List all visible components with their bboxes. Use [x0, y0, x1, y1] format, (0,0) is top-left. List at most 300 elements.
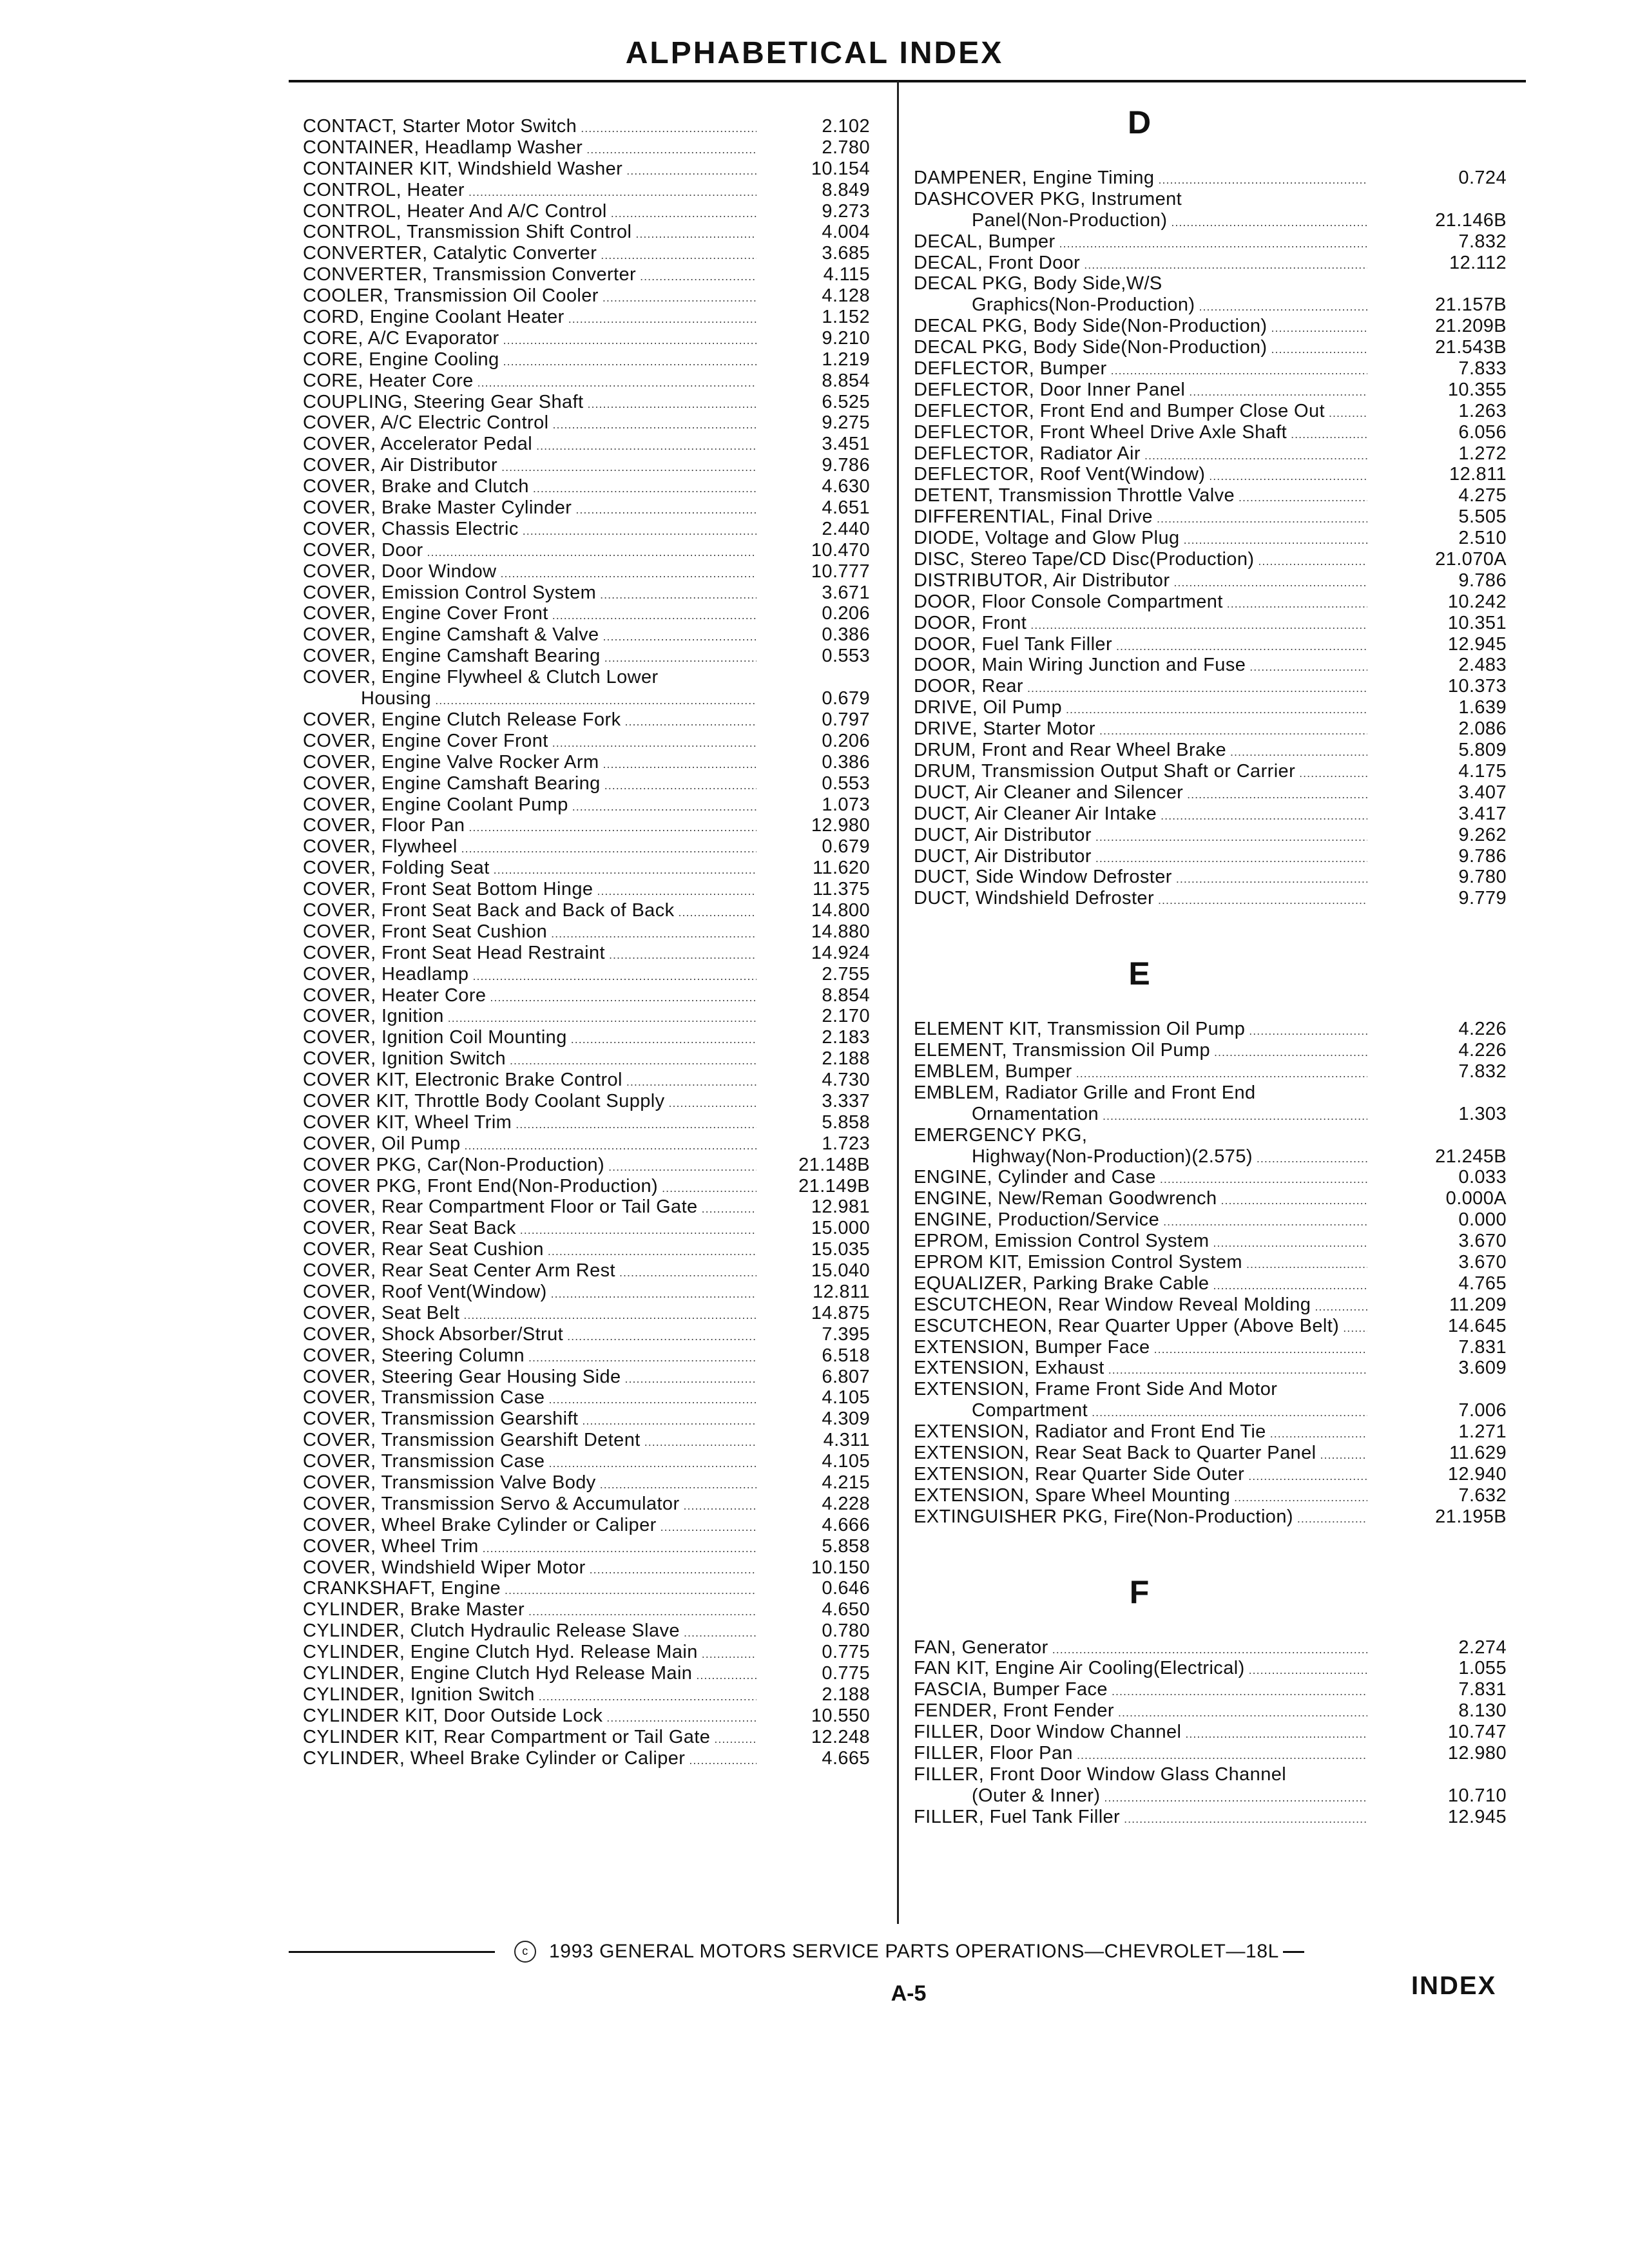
page-number: A-5	[891, 1981, 927, 2006]
leader-dots	[1176, 867, 1367, 890]
entry-page: 21.070A	[1435, 549, 1507, 570]
entry-name-box	[303, 1367, 760, 1390]
leader-dots	[575, 497, 757, 521]
entry-page: 10.154	[811, 158, 870, 179]
entry-name: Housing	[361, 688, 432, 709]
entry-name: Compartment	[972, 1400, 1088, 1421]
leader-dots	[1320, 1443, 1367, 1466]
index-entry	[914, 273, 1507, 294]
entry-name-box	[914, 825, 1371, 848]
entry-name: COVER KIT, Wheel Trim	[303, 1111, 512, 1133]
leader-dots	[1066, 697, 1367, 720]
leader-dots	[552, 731, 757, 754]
entry-name-box	[303, 1006, 760, 1029]
leader-dots	[1059, 231, 1367, 255]
index-entry	[303, 731, 889, 752]
entry-name-box	[303, 858, 760, 881]
leader-dots	[552, 412, 757, 436]
index-entry	[303, 794, 889, 816]
index-entry	[303, 688, 889, 709]
index-entry	[914, 1485, 1507, 1506]
entry-name: COVER, Shock Absorber/Strut	[303, 1323, 564, 1345]
entry-name: COVER, Steering Column	[303, 1345, 525, 1366]
entry-name-box	[914, 1209, 1371, 1233]
entry-name-box	[303, 752, 760, 775]
entry-page: 12.940	[1447, 1463, 1507, 1485]
entry-page: 4.765	[1458, 1273, 1507, 1294]
entry-page: 0.000	[1458, 1209, 1507, 1231]
entry-page: 1.303	[1458, 1103, 1507, 1124]
index-entry	[303, 985, 889, 1006]
index-entry	[303, 1155, 889, 1176]
index-entry	[303, 1091, 889, 1112]
leader-dots	[548, 1387, 757, 1410]
entry-name: COVER, Transmission Case	[303, 1451, 545, 1472]
entry-name: ENGINE, New/Reman Goodwrench	[914, 1188, 1217, 1209]
entry-name-box	[303, 1642, 760, 1665]
index-entry	[303, 1239, 889, 1260]
index-entry	[303, 1557, 889, 1579]
entry-name-box	[914, 655, 1371, 678]
entry-name-box	[303, 1196, 760, 1220]
entry-name: COVER, Front Seat Back and Back of Back	[303, 899, 675, 921]
entry-name: COVER, A/C Electric Control	[303, 412, 549, 434]
index-entry	[914, 1506, 1507, 1528]
leader-dots	[1187, 782, 1367, 805]
index-entry	[303, 1599, 889, 1620]
leader-dots	[435, 688, 757, 711]
leader-dots	[608, 1155, 757, 1178]
entry-page: 6.518	[822, 1345, 870, 1366]
entry-name-box	[303, 349, 760, 372]
entry-name: COVER, Rear Seat Center Arm Rest	[303, 1260, 616, 1282]
leader-dots	[1343, 1316, 1367, 1339]
entry-name-box	[914, 1104, 1371, 1127]
entry-name-box	[303, 964, 760, 987]
entry-page: 0.775	[822, 1663, 870, 1684]
entry-page: 9.262	[1458, 824, 1507, 845]
leader-dots	[427, 540, 757, 563]
leader-dots	[568, 307, 757, 330]
entry-name: ENGINE, Cylinder and Case	[914, 1167, 1156, 1188]
index-entry	[914, 1167, 1507, 1188]
entry-name: COVER, Brake and Clutch	[303, 476, 529, 497]
entry-page: 2.086	[1458, 718, 1507, 740]
entry-name: Highway(Non-Production)(2.575)	[972, 1146, 1253, 1167]
leader-dots	[1173, 570, 1367, 593]
entry-name-box	[303, 137, 760, 160]
footer-rule-right	[1283, 1951, 1304, 1953]
entry-name: EXTENSION, Exhaust	[914, 1358, 1104, 1379]
leader-dots	[571, 1027, 757, 1050]
index-entry	[914, 210, 1507, 231]
leader-dots	[606, 1706, 757, 1729]
entry-name: DRUM, Front and Rear Wheel Brake	[914, 740, 1227, 761]
entry-page: 6.525	[822, 391, 870, 412]
index-entry	[914, 253, 1507, 274]
leader-dots	[567, 1324, 757, 1347]
entry-name-box	[303, 159, 760, 182]
index-entry	[914, 740, 1507, 761]
leader-dots	[494, 858, 757, 881]
entry-name: DECAL PKG, Body Side(Non-Production)	[914, 337, 1268, 358]
entry-name-box	[303, 455, 760, 478]
entry-page: 1.271	[1458, 1421, 1507, 1443]
entry-name: EMBLEM, Radiator Grille and Front End	[914, 1082, 1256, 1103]
entry-page: 21.146B	[1435, 209, 1507, 231]
entry-name-box	[914, 401, 1371, 424]
entry-name-box	[303, 582, 760, 606]
entry-name-box	[303, 1176, 760, 1199]
entry-name-box	[914, 210, 1371, 233]
index-entry	[914, 1104, 1507, 1125]
entry-name-box	[303, 328, 760, 351]
entry-name: CORD, Engine Coolant Heater	[303, 307, 564, 328]
entry-page: 5.858	[822, 1535, 870, 1557]
entry-name-box	[303, 1536, 760, 1559]
index-entry	[914, 294, 1507, 316]
entry-name-box	[914, 1700, 1371, 1724]
entry-name-box	[303, 392, 760, 415]
index-entry	[303, 1706, 889, 1727]
entry-page: 0.206	[822, 730, 870, 751]
entry-page: 1.639	[1458, 697, 1507, 718]
entry-name: COVER, Seat Belt	[303, 1302, 460, 1323]
entry-name-box	[303, 943, 760, 966]
entry-name: FILLER, Floor Pan	[914, 1743, 1073, 1763]
entry-name-box	[303, 985, 760, 1008]
entry-page: 10.373	[1447, 676, 1507, 697]
leader-dots	[602, 285, 757, 309]
entry-name: CYLINDER, Engine Clutch Hyd. Release Main	[303, 1642, 698, 1663]
entry-name: COVER, Engine Clutch Release Fork	[303, 709, 621, 730]
leader-dots	[1112, 1679, 1367, 1702]
index-entry	[303, 709, 889, 731]
footer-rule-left	[289, 1951, 495, 1953]
leader-dots	[1158, 168, 1367, 191]
entry-name: COVER, Door Window	[303, 561, 497, 582]
entry-name-box	[914, 1273, 1371, 1296]
leader-dots	[477, 370, 757, 394]
entry-name: CYLINDER KIT, Door Outside Lock	[303, 1705, 603, 1726]
index-entry	[303, 836, 889, 858]
entry-page: 9.275	[822, 412, 870, 434]
entry-name: COVER, Accelerator Pedal	[303, 434, 533, 455]
entry-page: 9.780	[1458, 867, 1507, 888]
entry-name: COVER, Headlamp	[303, 963, 469, 985]
index-entry	[914, 761, 1507, 782]
entry-page: 4.128	[822, 285, 870, 307]
index-entry	[914, 697, 1507, 718]
index-entry	[303, 1176, 889, 1197]
index-entry	[303, 1748, 889, 1769]
entry-name-box	[303, 603, 760, 626]
entry-name: COOLER, Transmission Oil Cooler	[303, 285, 599, 307]
entry-name-box	[303, 1324, 760, 1347]
index-entry	[914, 1061, 1507, 1082]
index-entry	[914, 1146, 1507, 1168]
entry-page: 12.981	[811, 1196, 870, 1218]
entry-name: FILLER, Front Door Window Glass Channel	[914, 1763, 1287, 1785]
leader-dots	[603, 752, 757, 775]
index-entry	[303, 964, 889, 985]
entry-name: Graphics(Non-Production)	[972, 294, 1195, 316]
entry-name: COVER, Wheel Brake Cylinder or Caliper	[303, 1514, 657, 1535]
entry-name: CORE, Heater Core	[303, 370, 474, 391]
leader-dots	[528, 1599, 757, 1622]
entry-name: COVER, Engine Cover Front	[303, 603, 548, 624]
index-entry	[914, 506, 1507, 528]
index-entry	[303, 159, 889, 180]
entry-page: 0.386	[822, 624, 870, 646]
entry-page: 15.040	[811, 1260, 870, 1282]
entry-name-box	[303, 264, 760, 287]
entry-name-box	[303, 1239, 760, 1262]
index-entry	[914, 1125, 1507, 1146]
entry-name: ENGINE, Production/Service	[914, 1209, 1160, 1231]
index-entry	[914, 231, 1507, 253]
entry-page: 10.150	[811, 1557, 870, 1578]
index-entry	[303, 455, 889, 476]
leader-dots	[533, 476, 757, 499]
entry-name: DOOR, Main Wiring Junction and Fuse	[914, 655, 1246, 676]
index-entry	[914, 485, 1507, 506]
leader-dots	[1111, 358, 1367, 381]
entry-name: DECAL, Front Door	[914, 252, 1081, 273]
entry-name: DEFLECTOR, Front End and Bumper Close Out	[914, 400, 1325, 421]
entry-name-box	[303, 1684, 760, 1707]
entry-page: 4.004	[822, 222, 870, 243]
leader-dots	[604, 773, 757, 796]
index-entry	[303, 1070, 889, 1091]
leader-dots	[548, 1239, 757, 1262]
entry-name-box	[914, 740, 1371, 763]
entry-name: DECAL, Bumper	[914, 231, 1055, 252]
index-entry	[303, 540, 889, 561]
leader-dots	[468, 815, 757, 838]
entry-page: 14.800	[811, 899, 870, 921]
index-entry	[914, 189, 1507, 210]
entry-page: 1.723	[822, 1133, 870, 1154]
index-entry	[914, 655, 1507, 676]
entry-name: CONVERTER, Catalytic Converter	[303, 243, 597, 264]
entry-name-box	[303, 900, 760, 923]
entry-name: DISTRIBUTOR, Air Distributor	[914, 570, 1170, 591]
leader-dots	[520, 1218, 757, 1241]
leader-dots	[1315, 1294, 1367, 1318]
entry-page: 12.811	[1449, 464, 1507, 485]
index-entry	[914, 1785, 1507, 1807]
index-entry	[914, 1082, 1507, 1104]
entry-page: 4.105	[822, 1387, 870, 1408]
index-entry	[914, 1209, 1507, 1231]
index-entry	[914, 422, 1507, 443]
entry-page: 7.832	[1458, 1061, 1507, 1082]
index-entry	[914, 528, 1507, 549]
index-entry	[303, 1027, 889, 1048]
index-entry	[303, 1536, 889, 1557]
entry-name: FAN, Generator	[914, 1637, 1048, 1658]
entry-name-box	[914, 168, 1371, 191]
leader-dots	[1118, 1700, 1367, 1724]
index-entry	[303, 1642, 889, 1663]
right-index-column	[914, 103, 1507, 1828]
index-entry	[303, 349, 889, 370]
leader-dots	[468, 180, 757, 203]
entry-name-box	[914, 1506, 1371, 1530]
index-entry	[914, 1294, 1507, 1316]
entry-page: 12.945	[1447, 633, 1507, 655]
leader-dots	[1185, 1722, 1367, 1745]
entry-page: 7.832	[1458, 231, 1507, 252]
entry-page: 0.553	[822, 646, 870, 667]
entry-name: EMERGENCY PKG,	[914, 1124, 1088, 1146]
leader-dots	[1329, 401, 1367, 424]
entry-page: 12.811	[813, 1281, 870, 1302]
leader-dots	[600, 1472, 757, 1495]
entry-name: EXTENSION, Radiator and Front End Tie	[914, 1421, 1266, 1443]
leader-dots	[461, 836, 757, 860]
entry-page: 10.242	[1447, 591, 1507, 612]
entry-name-box	[303, 646, 760, 669]
entry-name: COVER, Engine Camshaft Bearing	[303, 773, 601, 794]
entry-name-box	[914, 231, 1371, 255]
entry-name: EXTENSION, Rear Seat Back to Quarter Panel	[914, 1442, 1316, 1463]
entry-name-box	[303, 1472, 760, 1495]
entry-name: COVER, Flywheel	[303, 836, 458, 858]
entry-name-box	[914, 1722, 1371, 1745]
entry-page: 21.149B	[798, 1175, 870, 1196]
index-entry	[303, 137, 889, 159]
leader-dots	[609, 943, 757, 966]
leader-dots	[1227, 591, 1367, 615]
index-entry	[914, 401, 1507, 422]
leader-dots	[1249, 655, 1367, 678]
index-entry	[914, 591, 1507, 613]
entry-page: 14.924	[811, 942, 870, 963]
entry-name-box	[303, 1494, 760, 1517]
leader-dots	[1248, 1464, 1367, 1487]
index-entry	[914, 718, 1507, 740]
leader-dots	[662, 1176, 757, 1199]
leader-dots	[1189, 380, 1367, 403]
index-entry	[303, 773, 889, 794]
index-entry	[914, 634, 1507, 655]
entry-name: COVER, Rear Seat Back	[303, 1218, 516, 1239]
entry-page: 10.550	[811, 1705, 870, 1726]
entry-page: 1.272	[1458, 443, 1507, 464]
index-entry	[303, 1260, 889, 1282]
section-letter-heading: D	[1127, 104, 1152, 140]
index-entry	[303, 1006, 889, 1027]
entry-name: COVER, Steering Gear Housing Side	[303, 1366, 621, 1387]
index-entry	[303, 328, 889, 349]
entry-name: CONTROL, Heater	[303, 179, 465, 200]
leader-dots	[501, 561, 757, 584]
leader-dots	[1299, 761, 1367, 784]
index-entry	[914, 1188, 1507, 1209]
leader-dots	[1291, 422, 1367, 445]
leader-dots	[714, 1727, 757, 1750]
index-entry	[303, 434, 889, 455]
leader-dots	[483, 1536, 757, 1559]
index-entry	[303, 1387, 889, 1408]
entry-name-box	[914, 253, 1371, 276]
entry-page: 1.152	[822, 307, 870, 328]
index-entry	[303, 392, 889, 413]
entry-page: 2.780	[822, 137, 870, 158]
index-entry	[914, 1464, 1507, 1485]
entry-name: EXTENSION, Bumper Face	[914, 1336, 1150, 1358]
index-entry	[303, 1663, 889, 1684]
leader-dots	[679, 900, 757, 923]
entry-page: 8.854	[822, 985, 870, 1006]
leader-dots	[611, 201, 757, 224]
index-entry	[303, 243, 889, 264]
entry-page: 2.440	[822, 518, 870, 539]
entry-name: COVER, Emission Control System	[303, 582, 597, 603]
entry-name-box	[303, 688, 760, 711]
leader-dots	[1116, 634, 1367, 657]
index-entry	[303, 667, 889, 688]
index-entry	[914, 1443, 1507, 1464]
leader-dots	[1213, 1231, 1367, 1254]
entry-name: EXTENSION, Rear Quarter Side Outer	[914, 1463, 1245, 1485]
entry-name-box	[914, 273, 1371, 296]
index-entry	[303, 1430, 889, 1451]
leader-dots	[536, 434, 757, 457]
leader-dots	[590, 1557, 757, 1581]
index-entry	[914, 676, 1507, 697]
entry-page: 14.645	[1447, 1315, 1507, 1336]
entry-name: DOOR, Rear	[914, 676, 1023, 697]
leader-dots	[601, 243, 757, 266]
entry-name-box	[914, 1807, 1371, 1830]
entry-name-box	[303, 412, 760, 436]
leader-dots	[516, 1112, 757, 1135]
entry-page: 21.245B	[1435, 1146, 1507, 1167]
leader-dots	[625, 1367, 757, 1390]
column-divider	[897, 81, 899, 1924]
entry-name-box	[914, 1743, 1371, 1766]
index-entry	[914, 1337, 1507, 1358]
entry-page: 4.666	[822, 1514, 870, 1535]
entry-name: CYLINDER, Clutch Hydraulic Release Slave	[303, 1620, 680, 1642]
entry-name: (Outer & Inner)	[972, 1785, 1101, 1806]
index-entry	[914, 1658, 1507, 1679]
entry-page: 0.724	[1458, 168, 1507, 188]
entry-name: COVER, Windshield Wiper Motor	[303, 1557, 586, 1578]
leader-dots	[1171, 210, 1367, 233]
entry-name: COVER, Transmission Gearshift	[303, 1408, 579, 1430]
index-entry	[303, 1133, 889, 1155]
leader-dots	[1271, 316, 1367, 339]
entry-page: 10.470	[811, 539, 870, 561]
leader-dots	[660, 1515, 757, 1538]
entry-page: 21.209B	[1435, 316, 1507, 337]
leader-dots	[1239, 485, 1367, 508]
entry-page: 8.854	[822, 370, 870, 391]
entry-name-box	[914, 189, 1371, 212]
entry-name-box	[914, 718, 1371, 742]
leader-dots	[1103, 1104, 1367, 1127]
entry-page: 3.671	[822, 582, 870, 603]
entry-page: 0.780	[822, 1620, 870, 1642]
entry-name-box	[303, 1599, 760, 1622]
index-entry	[303, 1218, 889, 1239]
entry-name: COVER, Air Distributor	[303, 455, 498, 476]
entry-name-box	[914, 1358, 1371, 1381]
